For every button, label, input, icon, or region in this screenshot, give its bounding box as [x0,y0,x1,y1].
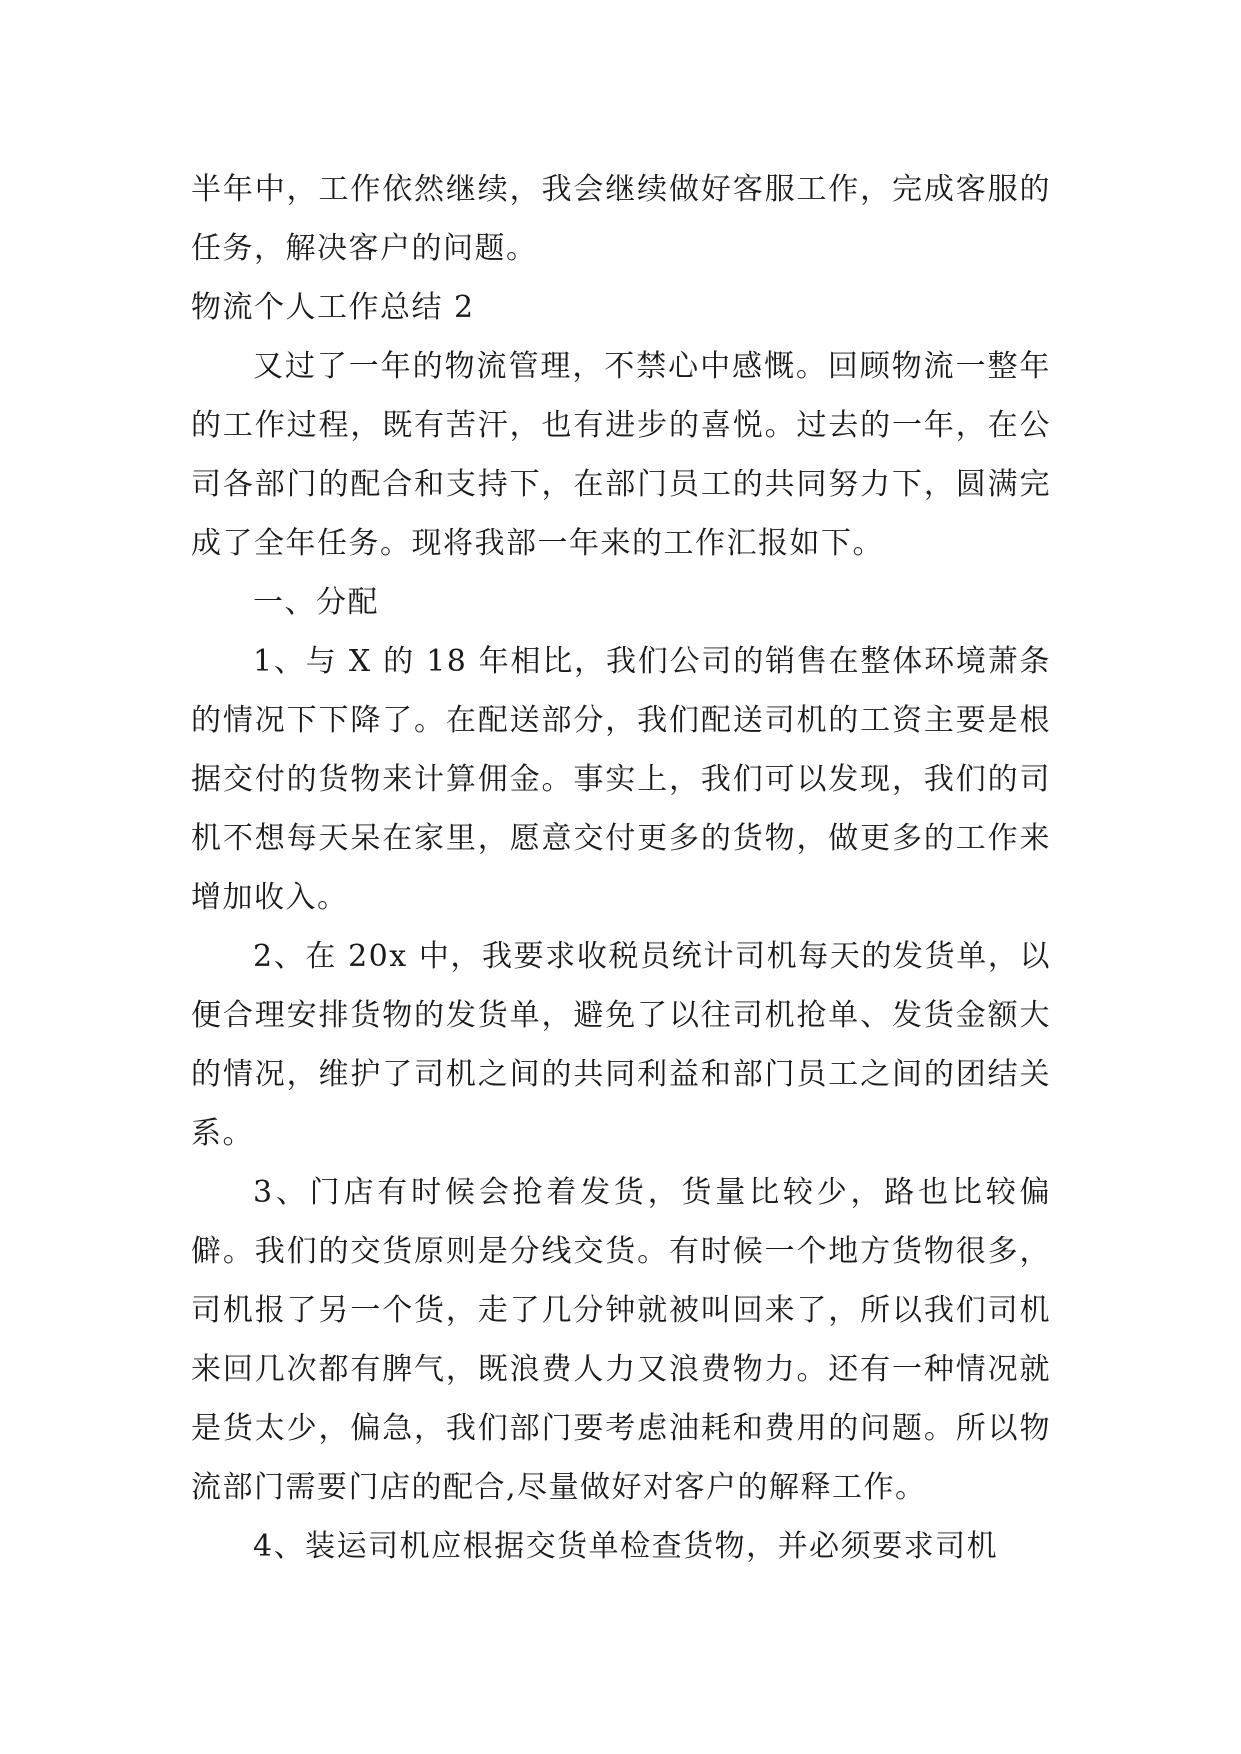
paragraph-continuation: 半年中，工作依然继续，我会继续做好客服工作，完成客服的任务，解决客户的问题。 [191,172,1051,266]
subheading-distribution: 一、分配 [253,585,379,620]
paragraph-intro: 又过了一年的物流管理，不禁心中感慨。回顾物流一整年的工作过程，既有苦汗，也有进步的喜悦。过去的一年，在公司各部门的配合和支持下，在部门员工的共同努力下，圆满完成了全年任务。现将我部一年来的工作汇报如下。 [191,349,1051,561]
paragraph-item-2: 2、在 20x 中，我要求收税员统计司机每天的发货单，以便合理安排货物的发货单，避免了以往司机抢单、发货金额大的情况，维护了司机之间的共同利益和部门员工之间的团结关系。 [191,939,1051,1151]
paragraph-item-1: 1、与 X 的 18 年相比，我们公司的销售在整体环境萧条的情况下下降了。在配送部分，我们配送司机的工资主要是根据交付的货物来计算佣金。事实上，我们可以发现，我们的司机不想每天呆在家里，愿意交付更多的货物，做更多的工作来增加收入。 [191,644,1051,915]
paragraph-item-4: 4、装运司机应根据交货单检查货物，并必须要求司机 [253,1529,999,1564]
document-body [191,160,1051,1576]
section-title: 物流个人工作总结 2 [191,290,475,325]
paragraph-item-3: 3、门店有时候会抢着发货，货量比较少，路也比较偏僻。我们的交货原则是分线交货。有时候一个地方货物很多，司机报了另一个货，走了几分钟就被叫回来了，所以我们司机来回几次都有脾气，既浪费人力又浪费物力。还有一种情况就是货太少，偏急，我们部门要考虑油耗和费用的问题。所以物流部门需要门店的配合,尽量做好对客户的解释工作。 [191,1175,1051,1505]
